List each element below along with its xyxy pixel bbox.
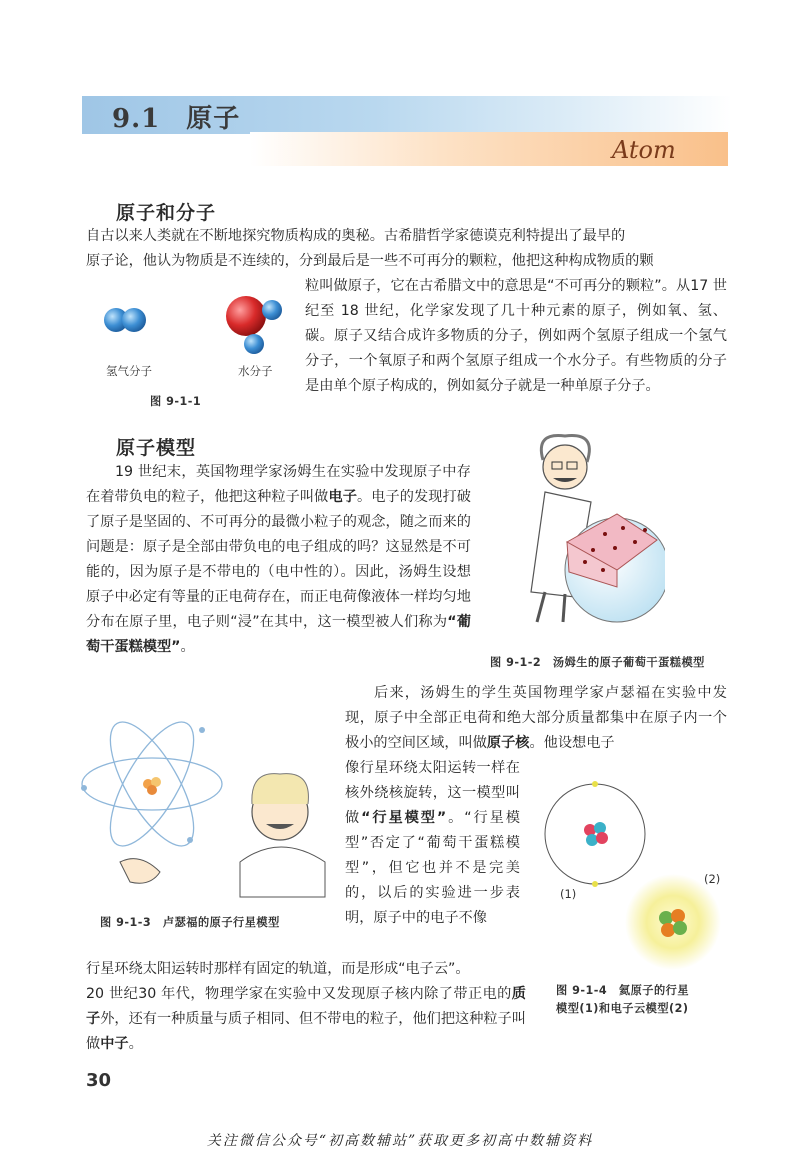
helium-electron-cloud-icon: [625, 874, 721, 970]
text-span: 。电子的发现打破了原子是坚固的、不可再分的最微小粒子的观念，随之而来的问题是：原子是全部由带负电的电子组成的吗？这显然是不可能的，因为原子是不带电的（电中性的）。因此，汤姆生设想原子中必定有等量的正电荷存在，而正电荷像液体一样均匀地分布在原子里，电子则“浸”在其中，这一模型被人们称为: [86, 489, 471, 630]
paragraph-line-2: 原子论，他认为物质是不连续的，分到最后是一些不可再分的颗粒，他把这种构成物质的颗: [86, 253, 654, 269]
hand-icon: [120, 859, 160, 884]
term-plum-pudding: “葡萄干蛋糕模型”: [86, 614, 472, 655]
helium-label-1: (1): [560, 887, 577, 901]
paragraph-electron-cloud: [86, 957, 526, 1057]
term-proton: 质子: [86, 986, 526, 1027]
rutherford-figure: [80, 712, 330, 902]
molecule-figure: [96, 290, 296, 360]
term-neutron: 中子: [100, 1036, 129, 1052]
helium-planet-model-icon: [545, 781, 645, 887]
text-span: 20 世纪30 年代，物理学家在实验中又发现原子核内除了带正电的: [86, 986, 512, 1002]
text-span: 。“行星模型”否定了“葡萄干蛋糕模型”，但它也并不是完美的，以后的实验进一步表明，原子中的电子不像: [345, 810, 520, 926]
text-span: 。他设想电子: [529, 735, 615, 751]
figure-9-1-2-caption: 图 9-1-2 汤姆生的原子葡萄干蛋糕模型: [490, 656, 705, 669]
text-span: 。: [128, 1036, 143, 1052]
caption-line: 图 9-1-4 氦原子的行星: [556, 984, 690, 997]
footer-note: 关注微信公众号“初高数辅站”获取更多初高中数辅资料: [206, 1133, 594, 1149]
text-span: 外，还有一种质量与质子相同、但不带电的粒子，他们把这种粒子叫做: [86, 1011, 526, 1052]
english-title: Atom: [612, 136, 676, 164]
thomson-cartoon-figure: [505, 422, 665, 632]
helium-label-2: (2): [704, 872, 721, 886]
water-molecule-label: 水分子: [238, 364, 273, 378]
section-number: 9.1: [112, 104, 161, 134]
section-title-text: 原子: [186, 104, 241, 134]
page-number: 30: [86, 1070, 112, 1091]
heading-atom-model: 原子模型: [116, 437, 197, 459]
heading-atoms-molecules: 原子和分子: [116, 202, 217, 224]
scientist-head-icon: [541, 436, 589, 490]
section-title: [112, 98, 240, 135]
caption-line: 模型(1)和电子云模型(2): [556, 1002, 689, 1015]
figure-9-1-3-caption: 图 9-1-3 卢瑟福的原子行星模型: [100, 916, 280, 929]
water-molecule-icon: [226, 296, 282, 354]
paragraph-planet-model: [345, 756, 520, 931]
hydrogen-molecule-label: 氢气分子: [106, 364, 152, 378]
paragraph-thomson: [86, 460, 471, 660]
term-electron: 电子: [328, 489, 357, 505]
figure-9-1-1-caption: 图 9-1-1: [150, 395, 202, 408]
text-span: 。: [180, 639, 195, 655]
rutherford-portrait-icon: [240, 774, 325, 897]
text-line: 行星环绕太阳运转时那样有固定的轨道，而是形成“电子云”。: [86, 961, 470, 977]
hydrogen-molecule-icon: [104, 308, 146, 332]
paragraph-line-1: 自古以来人类就在不断地探究物质构成的奥秘。古希腊哲学家德谟克利特提出了最早的: [86, 228, 626, 244]
text-span: 19 世纪末，英国物理学家汤姆生在实验中发现原子中存在着带负电的粒子，他把这种粒子叫做: [86, 464, 471, 505]
text-span: 后来，汤姆生的学生英国物理学家卢瑟福在实验中发现，原子中全部正电荷和绝大部分质量都集中在原子内一个极小的空间区域，叫做: [345, 685, 727, 751]
paragraph-rutherford: [345, 681, 727, 756]
paragraph-atoms-molecules: 粒叫做原子，它在古希腊文中的意思是“不可再分的颗粒”。从17 世纪至 18 世纪，化学家发现了几十种元素的原子，例如氧、氢、碳。原子又结合成许多物质的分子，例如两个氢原子组成一个氢气分子，一个氧原子和两个氢原子组成一个水分子。有些物质的分子是由单个原子构成的，例如氦分子就是一种单原子分子。: [305, 278, 727, 394]
term-planet-model: “行星模型”: [361, 810, 447, 826]
text-span: 像行星环绕太阳运转一样在核外绕核旋转，这一模型叫做: [345, 760, 520, 826]
term-nucleus: 原子核: [486, 735, 530, 751]
figure-9-1-4-caption: [556, 982, 689, 1018]
